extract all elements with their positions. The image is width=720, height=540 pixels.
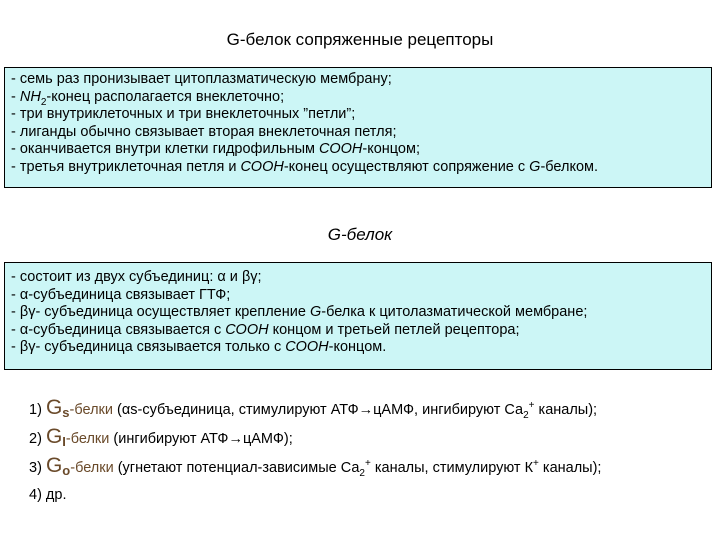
gprotein-types-list bbox=[29, 396, 601, 507]
gprotein-line-1: - состоит из двух субъединиц: α и βγ; bbox=[11, 269, 262, 285]
receptor-line-4: - лиганды обычно связывает вторая внеклеточная петля; bbox=[11, 123, 397, 140]
receptor-line-3: - три внутриклеточных и три внеклеточных ”петли”; bbox=[11, 106, 356, 122]
type-item-gs: 1) Gs-белки (αs-субъединица, стимулируют АТФ→цАМФ, ингибируют $Са_2^+$ каналы); bbox=[29, 396, 598, 421]
gprotein-properties-box bbox=[4, 262, 712, 370]
section-subtitle: G-белок bbox=[327, 225, 393, 244]
type-item-go: 3) Go-белки (угнетают потенциал-зависимые $Са_2^+$ каналы, стимулируют К+ каналы); bbox=[29, 454, 602, 479]
receptor-line-2: - $NH_2$-конец располагается внеклеточно; bbox=[11, 88, 285, 108]
receptor-line-1: - семь раз пронизывает цитоплазматическую мембрану; bbox=[11, 71, 392, 87]
receptor-properties-box bbox=[4, 67, 712, 188]
gprotein-line-4: - α-субъединица связывается с СООН концом и третьей петлей рецептора; bbox=[11, 321, 520, 338]
gprotein-line-3: - βγ- субъединица осуществляет крепление G-белка к цитолазматической мембране; bbox=[11, 304, 588, 320]
type-item-other: 4) др. bbox=[29, 487, 67, 503]
gprotein-line-5: - βγ- субъединица связывается только с СООН-концом. bbox=[11, 339, 387, 355]
type-item-gi: 2) GI-белки (ингибируют АТФ→цАМФ); bbox=[29, 425, 293, 449]
receptor-line-5: - оканчивается внутри клетки гидрофильным СООН-концом; bbox=[11, 141, 420, 157]
gprotein-line-2: - α-субъединица связывает ГТФ; bbox=[11, 286, 231, 303]
page-title: G-белок сопряженные рецепторы bbox=[226, 30, 494, 49]
receptor-line-6: - третья внутриклеточная петля и СООН-конец осуществляют сопряжение с G-белком. bbox=[11, 158, 599, 175]
